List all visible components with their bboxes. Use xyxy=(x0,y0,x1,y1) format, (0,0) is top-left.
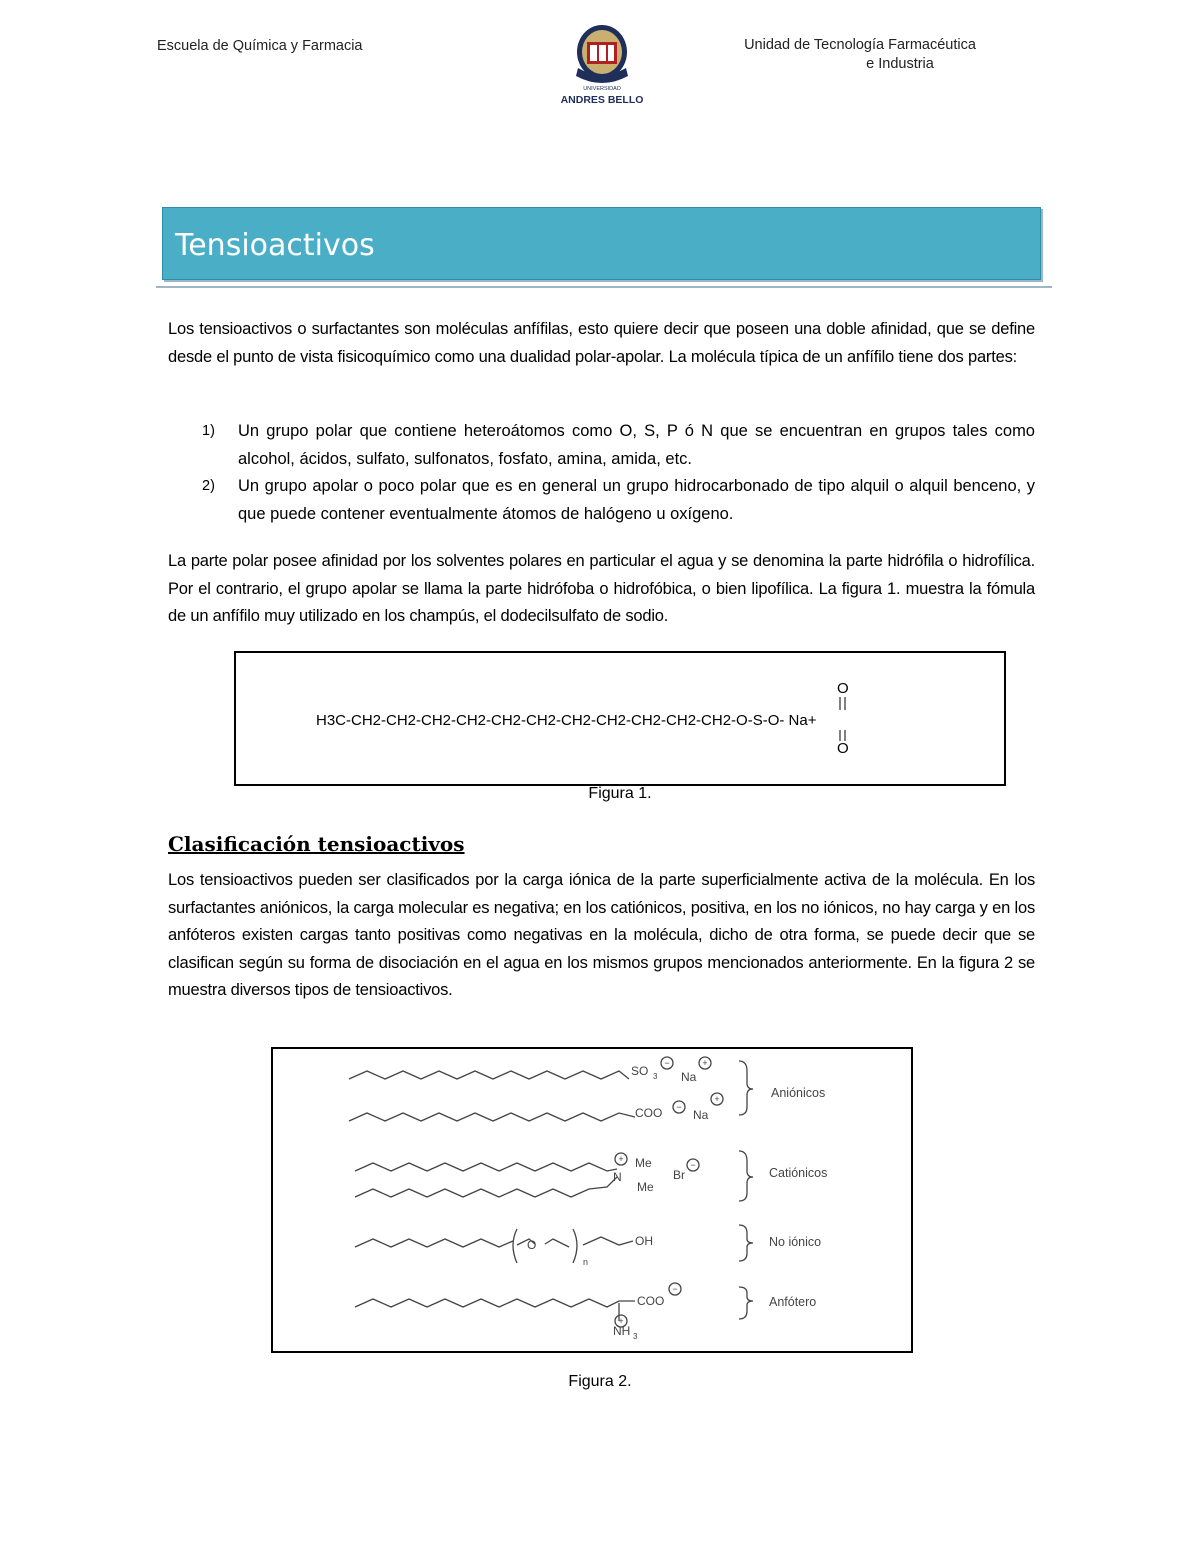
figure-1-caption: Figura 1. xyxy=(588,785,652,802)
header-unit xyxy=(700,36,1020,74)
minus-sign: − xyxy=(690,1160,696,1170)
amphoteric-brace xyxy=(739,1287,753,1319)
university-logo xyxy=(548,20,658,110)
cationic-chain-2 xyxy=(355,1177,617,1197)
plus-sign: + xyxy=(702,1058,708,1068)
sulfonate-subscript: 3 xyxy=(653,1072,658,1081)
plus-sign: + xyxy=(618,1316,624,1326)
ammonium-subscript: 3 xyxy=(633,1332,638,1341)
nonionic-tail xyxy=(583,1237,633,1245)
minus-sign: − xyxy=(664,1058,670,1068)
list-item-text: Un grupo apolar o poco polar que es en general un grupo hidrocarbonado de tipo alquil o alquil benceno, y que puede contener eventualmente átomos de halógeno u oxígeno. xyxy=(238,477,1035,523)
nonionic-bracket-close xyxy=(573,1229,577,1263)
parts-list xyxy=(168,418,1035,528)
anionic-chain-1 xyxy=(349,1071,629,1079)
list-item xyxy=(168,418,1035,473)
sodium-label: Na xyxy=(693,1108,709,1122)
carboxylate-group: COO xyxy=(637,1294,665,1308)
minus-sign: − xyxy=(672,1284,678,1294)
sulfonate-group: SO xyxy=(631,1064,649,1078)
title-underline xyxy=(156,286,1052,288)
methyl-label: Me xyxy=(637,1180,654,1194)
label-cationic: Catiónicos xyxy=(769,1166,828,1180)
figure-2-caption: Figura 2. xyxy=(568,1373,632,1390)
title-banner xyxy=(156,201,1049,285)
figure-1-box xyxy=(234,651,1006,786)
label-nonionic: No iónico xyxy=(769,1235,822,1249)
figure-2-box xyxy=(271,1047,913,1353)
list-item xyxy=(168,473,1035,528)
logo-text-bottom: ANDRES BELLO xyxy=(560,94,644,106)
label-amphoteric: Anfótero xyxy=(769,1295,817,1309)
plus-sign: + xyxy=(714,1094,720,1104)
minus-sign: − xyxy=(676,1102,682,1112)
anionic-chain-2 xyxy=(349,1113,635,1121)
oxygen-label: O xyxy=(527,1238,537,1252)
page-title: Tensioactivos xyxy=(175,228,375,263)
label-anionic: Aniónicos xyxy=(771,1086,826,1100)
carboxylate-group: COO xyxy=(635,1106,663,1120)
amphoteric-chain xyxy=(355,1299,635,1307)
repeat-subscript: n xyxy=(583,1257,589,1267)
formula-oxygen-top: O xyxy=(837,680,849,697)
cationic-brace xyxy=(739,1151,753,1201)
classification-paragraph: Los tensioactivos pueden ser clasificados por la carga iónica de la parte superficialmente activa de la molécula. En los surfactantes aniónicos, la carga molecular es negativa; en los catiónicos, positiva, en los no iónicos, no hay carga y en los anfóteros existen cargas tanto positivas como negativas en la molécula, dicho de otra forma, se puede decir que se clasifican según su forma de disociación en el agua en los mismos grupos mencionados anteriormente. En la figura 2 se muestra diversos tipos de tensioactivos. xyxy=(168,871,1035,999)
logo-text-top: UNIVERSIDAD xyxy=(583,86,621,92)
formula-oxygen-bottom: O xyxy=(837,740,849,757)
sodium-label: Na xyxy=(681,1070,697,1084)
polar-paragraph: La parte polar posee afinidad por los solventes polares en particular el agua y se denomina la parte hidrófila o hidrofílica. Por el contrario, el grupo apolar se llama la parte hidrófoba o hidrofóbica, o bien lipofílica. La figura 1. muestra la fómula de un anfífilo muy utilizado en los champús, el dodecilsulfato de sodio. xyxy=(168,552,1035,625)
nonionic-ethoxy-2 xyxy=(545,1239,569,1247)
bromide-label: Br xyxy=(673,1168,685,1182)
nonionic-bracket-open xyxy=(513,1229,517,1263)
formula-text: H3C-CH2-CH2-CH2-CH2-CH2-CH2-CH2-CH2-CH2-CH2-CH2-O-S-O- Na+ xyxy=(316,712,817,729)
ammonium-group: NH xyxy=(613,1324,631,1338)
list-item-number: 2) xyxy=(202,478,215,494)
nonionic-brace xyxy=(739,1225,753,1261)
intro-paragraph: Los tensioactivos o surfactantes son moléculas anfífilas, esto quiere decir que poseen una doble afinidad, que se define desde el punto de vista fisicoquímico como una dualidad polar-apolar. La molécula típica de un anfífilo tiene dos partes: xyxy=(168,320,1035,366)
plus-sign: + xyxy=(618,1154,624,1164)
list-item-text: Un grupo polar que contiene heteroátomos como O, S, P ó N que se encuentran en grupos tales como alcohol, ácidos, sulfato, sulfonatos, fosfato, amina, amida, etc. xyxy=(238,422,1035,468)
header-unit-line1: Unidad de Tecnología Farmacéutica xyxy=(744,37,976,53)
title-banner-fill xyxy=(162,207,1041,280)
header-unit-line2: e Industria xyxy=(866,56,934,72)
nitrogen-label: N xyxy=(613,1170,622,1184)
hydroxyl-group: OH xyxy=(635,1234,653,1248)
sds-formula xyxy=(236,653,1004,784)
methyl-label: Me xyxy=(635,1156,652,1170)
list-item-number: 1) xyxy=(202,423,215,439)
cationic-chain-1 xyxy=(355,1163,617,1171)
section-title: Clasificación tensioactivos xyxy=(168,832,465,856)
header-school: Escuela de Química y Farmacia xyxy=(157,38,363,54)
nonionic-chain xyxy=(355,1239,513,1247)
surfactant-types-diagram xyxy=(273,1049,911,1351)
anionic-brace xyxy=(739,1061,753,1115)
